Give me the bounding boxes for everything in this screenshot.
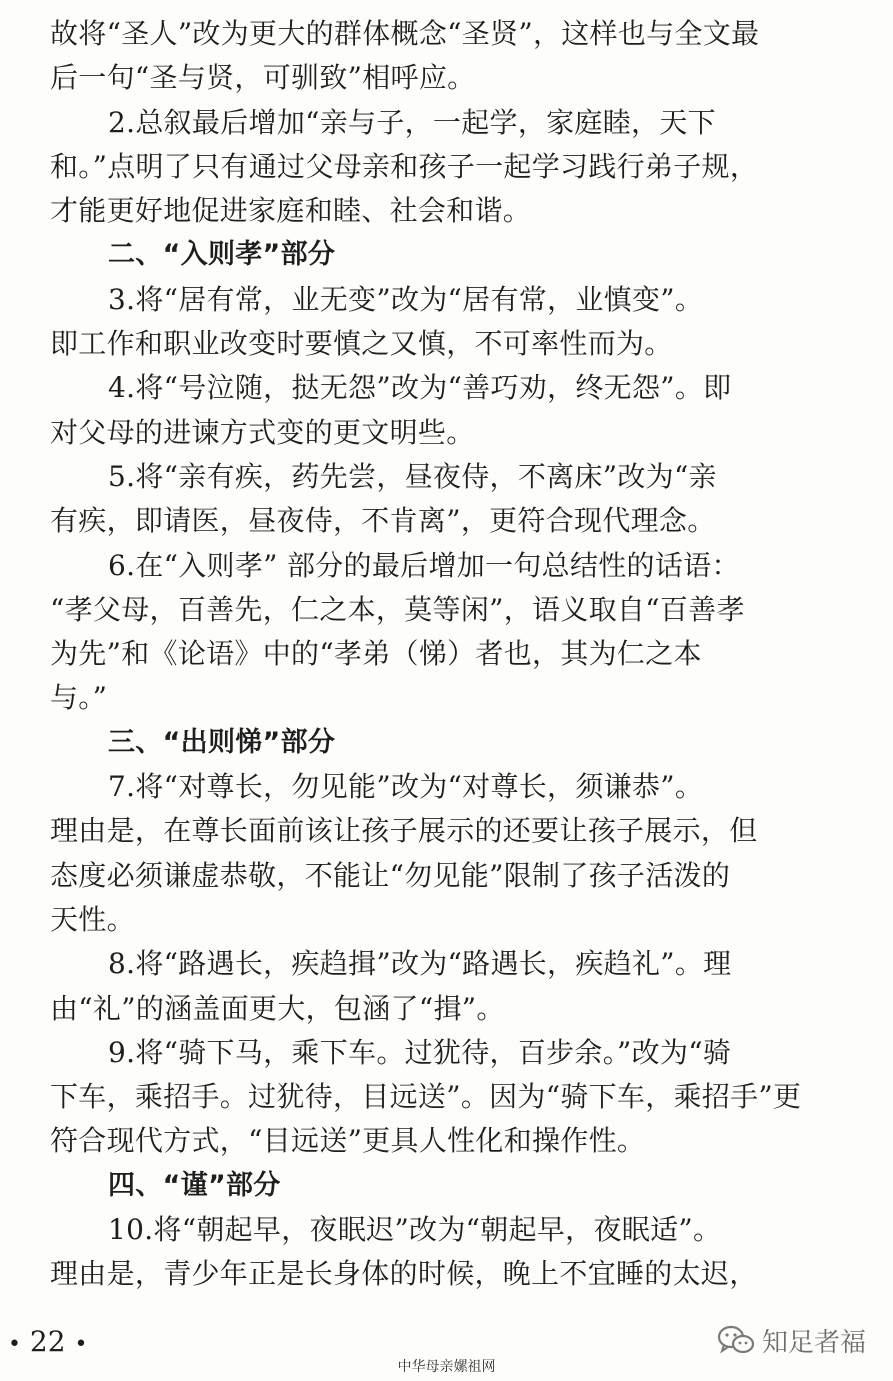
text-line: 理由是，青少年正是长身体的时候，晚上不宜睡的太迟，	[50, 1257, 758, 1291]
bullet-dot: •	[74, 1332, 88, 1357]
text-line: 故将“圣人”改为更大的群体概念“圣贤”，这样也与全文最	[50, 17, 760, 50]
watermark-label: 知足者福	[762, 1327, 867, 1358]
text-line: 有疾，即请医，昼夜侍，不肯离”，更符合现代理念。	[50, 504, 716, 538]
text-line: 理由是，在尊长面前该让孩子展示的还要让孩子展示，但	[50, 814, 758, 848]
text-line: 符合现代方式，“目远送”更具人性化和操作性。	[50, 1124, 646, 1158]
text-line: 由“礼”的涵盖面更大，包涵了“揖”。	[50, 991, 505, 1025]
text-line: 9.将“骑下马，乘下车。过犹待，百步余。”改为“骑	[108, 1035, 732, 1069]
wechat-icon	[716, 1324, 756, 1356]
text-line: 6.在“入则孝” 部分的最后增加一句总结性的话语：	[108, 548, 740, 582]
text-line: 4.将“号泣随，挞无怨”改为“善巧劝，终无怨”。即	[108, 371, 732, 405]
text-line: 才能更好地促进家庭和睦、社会和谐。	[50, 194, 532, 228]
text-line: 对父母的进谏方式变的更文明些。	[50, 415, 475, 449]
text-line: 10.将“朝起早，夜眠迟”改为“朝起早，夜眠适”。	[108, 1213, 722, 1247]
text-line: 态度必须谦虚恭敬，不能让“勿见能”限制了孩子活泼的	[50, 858, 731, 892]
page-number-value: 22	[29, 1325, 66, 1358]
text-line: 7.将“对尊长，勿见能”改为“对尊长，须谦恭”。	[108, 770, 704, 804]
footer-source: 中华母亲嫘祖网	[397, 1359, 496, 1375]
text-line: 和。”点明了只有通过父母亲和孩子一起学习践行弟子规，	[50, 149, 759, 183]
text-line: 即工作和职业改变时要慎之又慎，不可率性而为。	[50, 327, 673, 361]
text-line: 后一句“圣与贤，可驯致”相呼应。	[50, 61, 476, 95]
text-line: “孝父母，百善先，仁之本，莫等闲”，语义取自“百善孝	[50, 592, 745, 626]
text-line: 为先”和《论语》中的“孝弟（悌）者也，其为仁之本	[50, 637, 702, 671]
text-line: 8.将“路遇长，疾趋揖”改为“路遇长，疾趋礼”。理	[108, 947, 732, 981]
text-line: 3.将“居有常，业无变”改为“居有常，业慎变”。	[108, 282, 704, 316]
text-line: 下车，乘招手。过犹待，目远送”。因为“骑下车，乘招手”更	[50, 1080, 802, 1114]
body-text	[50, 12, 850, 1297]
section-heading: 四、“谨”部分	[108, 1169, 281, 1201]
section-heading: 三、“出则悌”部分	[108, 726, 336, 758]
bullet-dot: •	[8, 1332, 21, 1357]
text-line: 与。”	[50, 681, 108, 715]
text-line: 2.总叙最后增加“亲与子，一起学，家庭睦，天下	[108, 105, 716, 139]
section-heading: 二、“入则孝”部分	[108, 239, 336, 271]
text-line: 5.将“亲有疾，药先尝，昼夜侍，不离床”改为“亲	[108, 459, 717, 493]
text-line: 天性。	[50, 902, 135, 936]
